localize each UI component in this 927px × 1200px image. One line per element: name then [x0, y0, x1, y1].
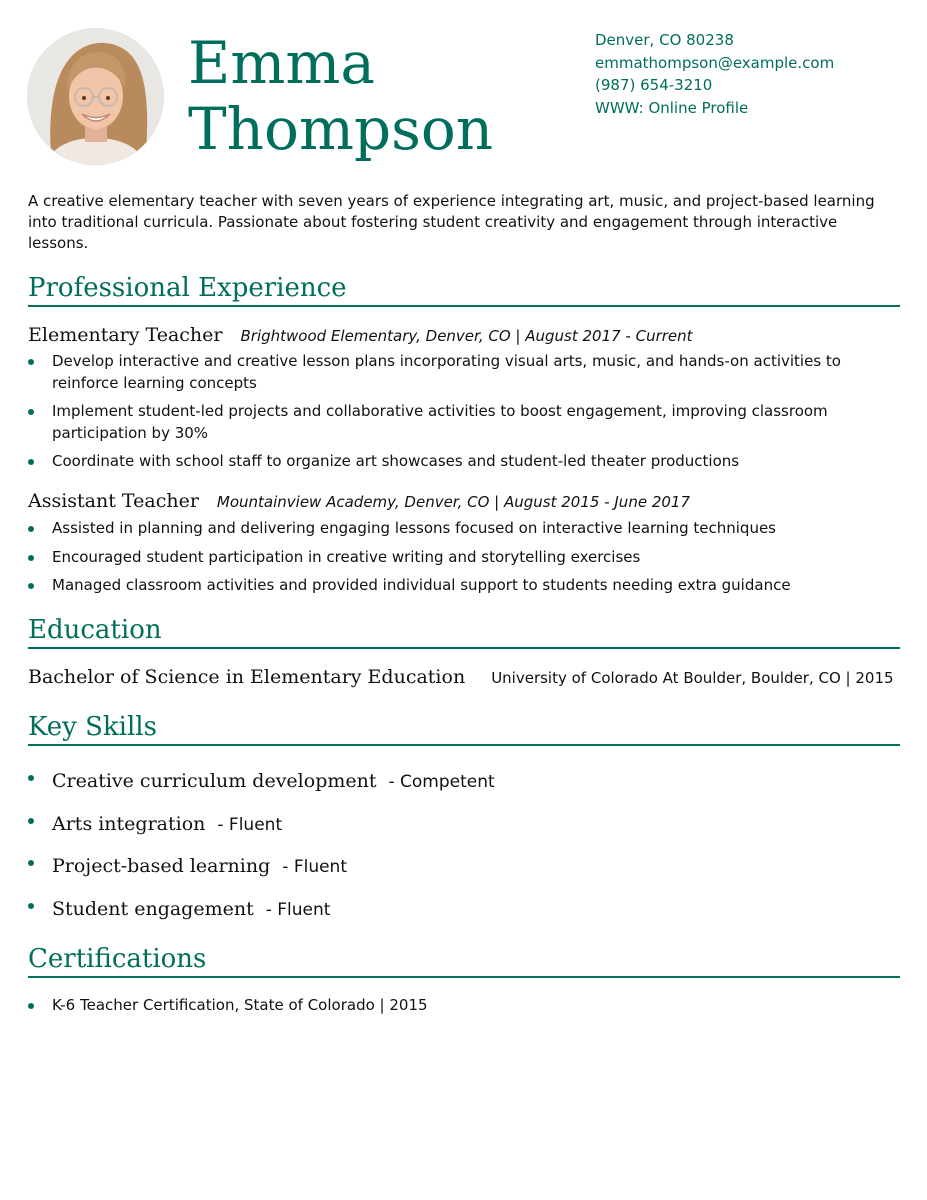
bullet-text: Coordinate with school staff to organize art showcases and student-led theater productions: [52, 452, 740, 470]
job-header: [28, 490, 690, 512]
skill-item: [28, 855, 495, 898]
bullet-icon: [28, 459, 34, 465]
bullet-icon: [28, 903, 34, 909]
skill-item: [28, 813, 495, 856]
section-title-experience: Professional Experience: [28, 272, 900, 307]
contact-info: [595, 29, 834, 119]
first-name: Emma: [188, 29, 375, 97]
certifications-list: [28, 995, 868, 1024]
contact-phone[interactable]: (987) 654-3210: [595, 76, 713, 94]
profile-photo-icon: [27, 28, 164, 165]
job-title: Assistant Teacher: [28, 490, 199, 512]
job-details: , Denver, CO | August 2017 - Current: [416, 327, 693, 345]
bullet-icon: [28, 775, 34, 781]
contact-location: Denver, CO 80238: [595, 31, 734, 49]
profile-photo: [27, 28, 164, 165]
list-item: [28, 995, 868, 1017]
skill-name: Creative curriculum development: [52, 770, 377, 792]
skill-name: Student engagement: [52, 897, 254, 920]
section-title-certifications: Certifications: [28, 943, 900, 978]
skill-level: - Fluent: [265, 899, 331, 920]
bullet-icon: [28, 555, 34, 561]
bullet-text: Encouraged student participation in creative writing and storytelling exercises: [52, 547, 641, 566]
list-item: [28, 518, 868, 540]
bullet-text: Assisted in planning and delivering engaging lessons focused on interactive learning techniques: [52, 519, 776, 537]
bullet-icon: [28, 583, 34, 589]
bullet-icon: [28, 526, 34, 532]
skill-item: [28, 898, 495, 941]
contact-email[interactable]: emmathompson@example.com: [595, 53, 835, 72]
section-title-skills: Key Skills: [28, 711, 900, 746]
job-meta: [217, 493, 690, 511]
job-header: [28, 324, 693, 346]
summary-text: A creative elementary teacher with seven years of experience integrating art, music, and project-based learning into traditional curricula. Passionate about fostering student creativity and engagement through interactive lessons.: [28, 192, 875, 252]
bullet-icon: [28, 1003, 34, 1009]
list-item: [28, 575, 868, 597]
job-bullets: [28, 518, 868, 604]
education-entry: [28, 666, 894, 688]
skill-level: - Fluent: [217, 814, 283, 835]
job-employer: Mountainview Academy: [216, 493, 395, 511]
list-item: [28, 451, 868, 473]
bullet-text: Implement student-led projects and collaborative activities to boost engagement, improving classroom participation by 30%: [52, 402, 828, 442]
candidate-name: [188, 30, 493, 162]
bullet-icon: [28, 409, 34, 415]
education-degree: Bachelor of Science in Elementary Education: [28, 666, 466, 688]
contact-website[interactable]: WWW: Online Profile: [595, 98, 749, 117]
skills-list: [28, 770, 495, 940]
skill-level: - Fluent: [282, 857, 347, 877]
skill-name: Project-based learning: [52, 855, 271, 877]
list-item: [28, 401, 868, 444]
education-details: University of Colorado At Boulder, Boulder, CO | 2015: [491, 669, 894, 687]
job-meta: [240, 327, 692, 345]
skill-item: [28, 770, 495, 813]
section-title-education: Education: [28, 614, 900, 649]
last-name: Thompson: [188, 95, 494, 163]
certification-text: K-6 Teacher Certification, State of Colorado | 2015: [52, 996, 428, 1014]
job-details: , Denver, CO | August 2015 - June 2017: [394, 493, 690, 511]
job-employer: Brightwood Elementary: [240, 327, 417, 345]
bullet-text: Managed classroom activities and provided individual support to students needing extra guidance: [52, 576, 791, 594]
list-item: [28, 547, 868, 569]
job-bullets: [28, 351, 868, 480]
skill-name: Arts integration: [52, 812, 206, 835]
bullet-icon: [28, 359, 34, 365]
list-item: [28, 351, 868, 394]
bullet-icon: [28, 818, 34, 824]
job-title: Elementary Teacher: [28, 324, 223, 346]
skill-level: - Competent: [388, 772, 495, 792]
bullet-icon: [28, 860, 34, 866]
bullet-text: Develop interactive and creative lesson plans incorporating visual arts, music, and hands-on activities to reinforce learning concepts: [52, 352, 841, 392]
